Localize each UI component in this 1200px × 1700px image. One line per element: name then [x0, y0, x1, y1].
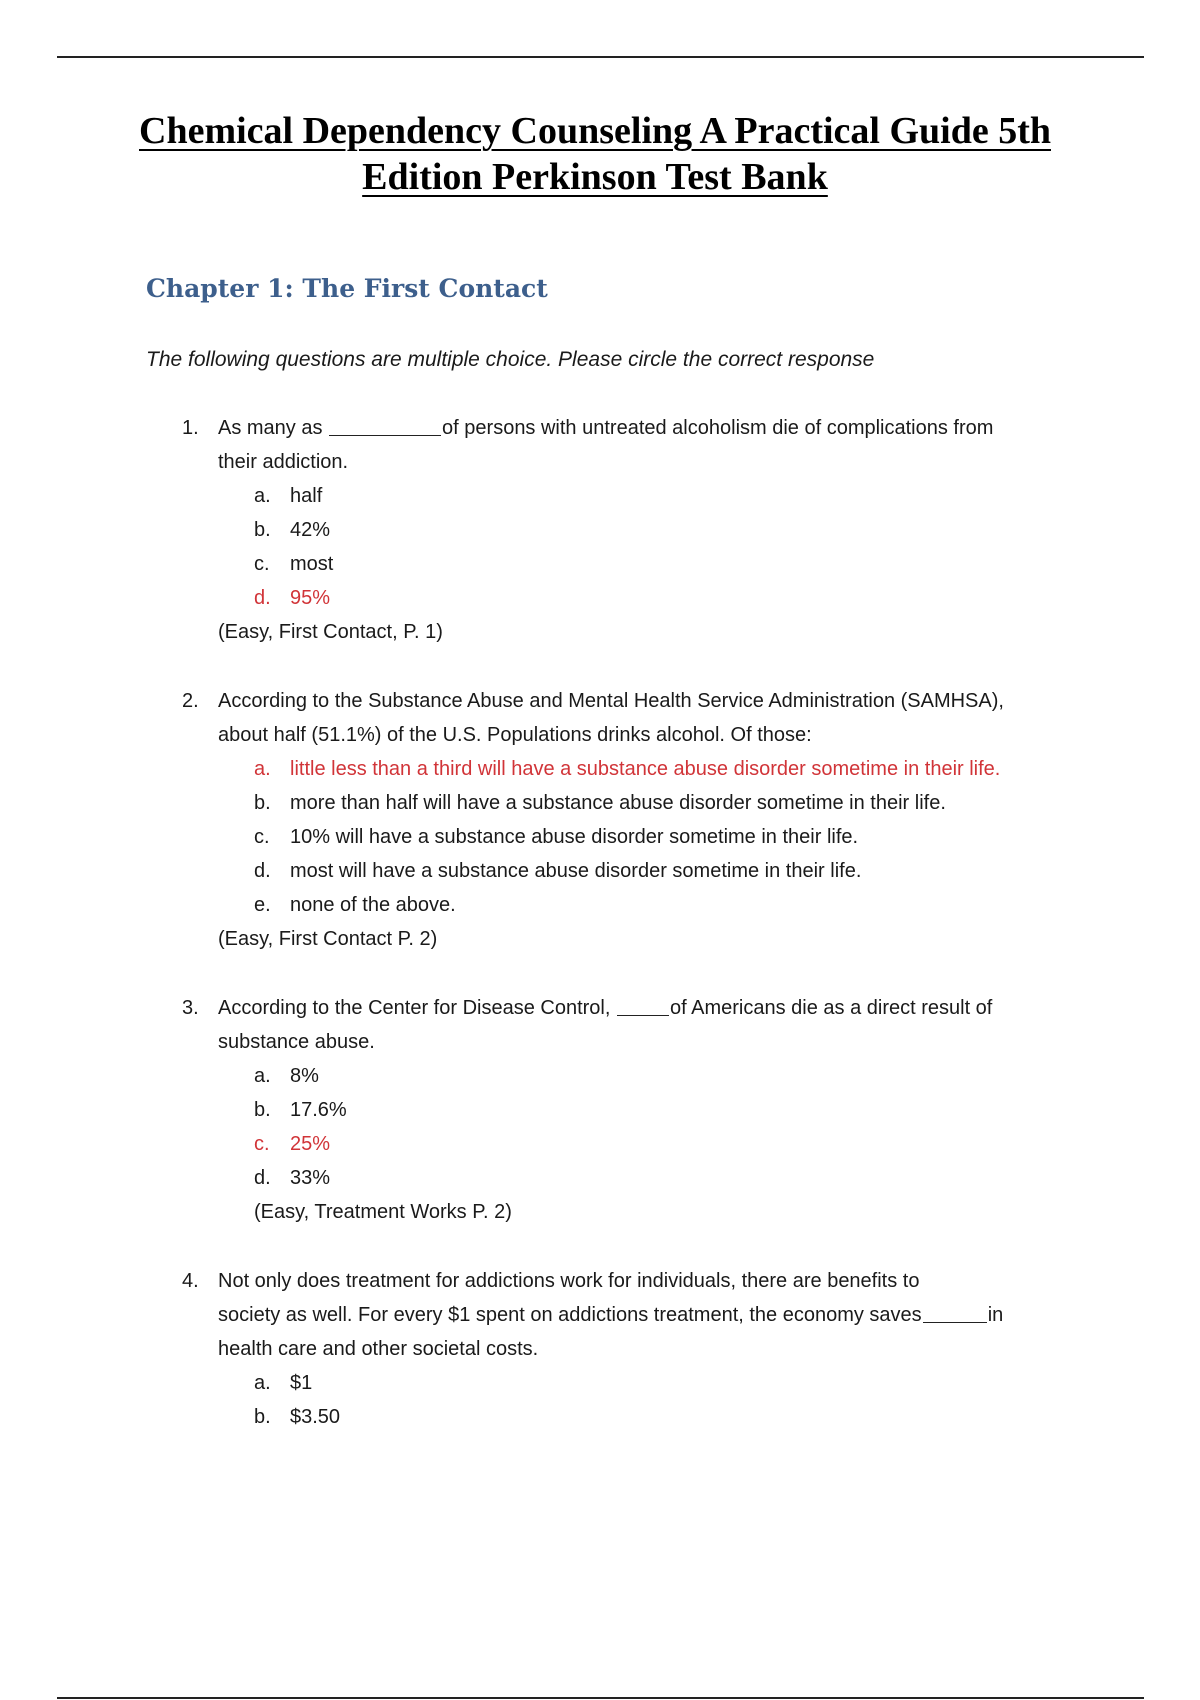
option-text: none of the above.	[290, 894, 456, 916]
option-text: $3.50	[290, 1406, 341, 1428]
question-reference: (Easy, First Contact P. 2)	[218, 928, 438, 950]
option-letter: d.	[254, 587, 271, 609]
option-letter: e.	[254, 894, 271, 916]
option-c-correct[interactable]	[254, 1127, 347, 1161]
question-text-line: about half (51.1%) of the U.S. Populations drinks alcohol. Of those:	[218, 724, 812, 746]
option-text: 33%	[290, 1167, 331, 1189]
option-text: 10% will have a substance abuse disorder sometime in their life.	[290, 826, 859, 848]
option-b[interactable]	[254, 1093, 347, 1127]
option-text: little less than a third will have a substance abuse disorder sometime in their life.	[290, 758, 1001, 780]
option-text: 17.6%	[290, 1099, 347, 1121]
option-letter: c.	[254, 553, 270, 575]
answer-blank	[923, 1302, 987, 1323]
option-text: 8%	[290, 1065, 319, 1087]
chapter-heading: Chapter 1: The First Contact	[146, 274, 548, 303]
option-letter: a.	[254, 758, 271, 780]
question-text-line: According to the Substance Abuse and Mental Health Service Administration (SAMHSA),	[218, 690, 1004, 712]
option-d[interactable]	[254, 854, 1000, 888]
question-text-end: in	[987, 1304, 1004, 1326]
option-a-correct[interactable]	[254, 752, 1000, 786]
option-list	[254, 479, 333, 615]
option-letter: a.	[254, 1065, 271, 1087]
question-text-line: Not only does treatment for addictions work for individuals, there are benefits to	[218, 1270, 920, 1292]
option-list	[254, 1366, 340, 1434]
option-a[interactable]	[254, 1059, 347, 1093]
option-e[interactable]	[254, 888, 1000, 922]
answer-blank	[617, 995, 669, 1016]
question-text-line: their addiction.	[218, 451, 349, 473]
option-letter: b.	[254, 1099, 271, 1121]
option-letter: a.	[254, 1372, 271, 1394]
question-text-start: As many as	[218, 417, 323, 439]
question-text-end: of Americans die as a direct result of	[669, 997, 993, 1019]
question-number: 2.	[182, 690, 199, 712]
option-letter: b.	[254, 792, 271, 814]
option-d[interactable]	[254, 1161, 347, 1195]
option-d-correct[interactable]	[254, 581, 333, 615]
footer-rule	[57, 1697, 1144, 1699]
option-text: 42%	[290, 519, 331, 541]
instructions-text: The following questions are multiple choice. Please circle the correct response	[146, 348, 875, 371]
document-title	[100, 108, 1090, 200]
question-text-line: health care and other societal costs.	[218, 1338, 539, 1360]
title-line-1: Chemical Dependency Counseling A Practical Guide 5th	[139, 110, 1051, 152]
option-b[interactable]	[254, 786, 1000, 820]
question-reference: (Easy, Treatment Works P. 2)	[254, 1201, 512, 1223]
option-a[interactable]	[254, 1366, 340, 1400]
option-text: more than half will have a substance abuse disorder sometime in their life.	[290, 792, 946, 814]
question-text	[218, 411, 1084, 479]
option-text: half	[290, 485, 323, 507]
question-number: 1.	[182, 417, 199, 439]
option-text: most will have a substance abuse disorder sometime in their life.	[290, 860, 862, 882]
option-letter: d.	[254, 1167, 271, 1189]
option-b[interactable]	[254, 513, 333, 547]
option-letter: b.	[254, 519, 271, 541]
title-line-2: Edition Perkinson Test Bank	[362, 156, 828, 198]
option-letter: c.	[254, 826, 270, 848]
question-number: 4.	[182, 1270, 199, 1292]
option-c[interactable]	[254, 820, 1000, 854]
option-list	[254, 752, 1000, 922]
question-text	[218, 991, 1084, 1059]
question-text	[218, 684, 1118, 752]
answer-blank	[329, 415, 441, 436]
option-text: 25%	[290, 1133, 331, 1155]
option-list	[254, 1059, 347, 1195]
option-letter: b.	[254, 1406, 271, 1428]
question-text-end: of persons with untreated alcoholism die of complications from	[442, 417, 994, 439]
header-rule	[57, 56, 1144, 58]
question-reference: (Easy, First Contact, P. 1)	[218, 621, 443, 643]
question-text-start: society as well. For every $1 spent on addictions treatment, the economy saves	[218, 1304, 922, 1326]
option-text: $1	[290, 1372, 313, 1394]
option-text: most	[290, 553, 334, 575]
option-letter: d.	[254, 860, 271, 882]
option-c[interactable]	[254, 547, 333, 581]
option-letter: c.	[254, 1133, 270, 1155]
question-number: 3.	[182, 997, 199, 1019]
option-a[interactable]	[254, 479, 333, 513]
question-text-start: According to the Center for Disease Control,	[218, 997, 611, 1019]
option-letter: a.	[254, 485, 271, 507]
question-text	[218, 1264, 1118, 1366]
option-text: 95%	[290, 587, 331, 609]
option-b[interactable]	[254, 1400, 340, 1434]
question-text-line: substance abuse.	[218, 1031, 375, 1053]
